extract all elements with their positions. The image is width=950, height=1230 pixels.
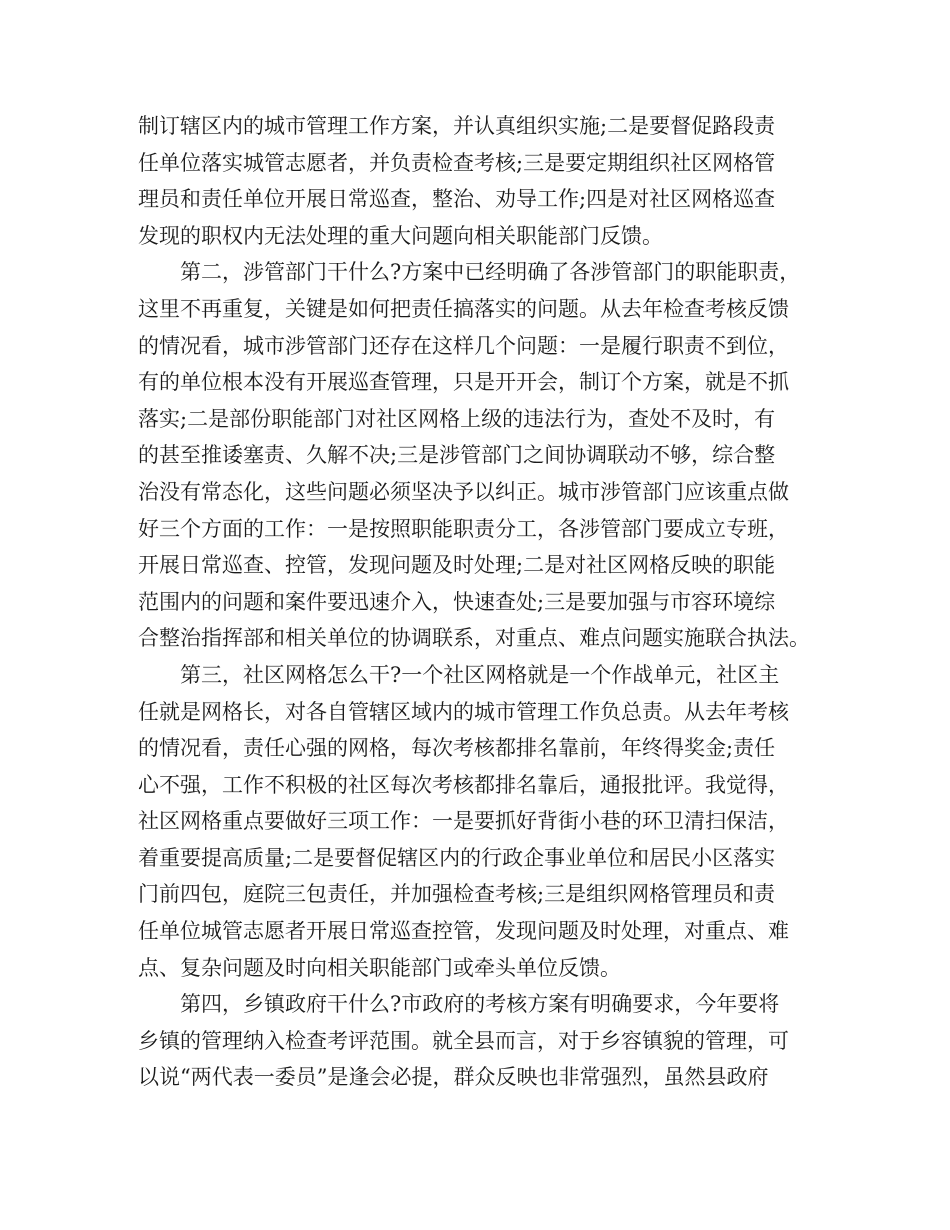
text-line: 任就是网格长，对各自管辖区域内的城市管理工作负总责。从去年考核	[138, 699, 789, 724]
text-line: 有的单位根本没有开展巡查管理，只是开开会，制订个方案，就是不抓	[138, 370, 789, 395]
text-line: 第四，乡镇政府干什么?市政府的考核方案有明确要求，今年要将	[180, 992, 780, 1017]
text-line: 心不强，工作不积极的社区每次考核都排名靠后，通报批评。我觉得，	[138, 772, 789, 797]
document-body	[138, 108, 838, 1096]
text-line: 发现的职权内无法处理的重大问题向相关职能部门反馈。	[138, 223, 663, 248]
text-line: 社区网格重点要做好三项工作：一是要抓好背街小巷的环卫清扫保洁，	[138, 809, 789, 834]
text-line: 的甚至推诿塞责、久解不决;三是涉管部门之间协调联动不够，综合整	[138, 443, 776, 468]
text-line: 着重要提高质量;二是要督促辖区内的行政企事业单位和居民小区落实	[138, 845, 776, 870]
text-line: 乡镇的管理纳入检查考评范围。就全县而言，对于乡容镇貌的管理，可	[138, 1028, 789, 1053]
text-line: 以说“两代表一委员”是逢会必提，群众反映也非常强烈，虽然县政府	[138, 1065, 769, 1090]
text-line: 任单位城管志愿者开展日常巡查控管，发现问题及时处理，对重点、难	[138, 919, 789, 944]
text-line: 制订辖区内的城市管理工作方案，并认真组织实施;二是要督促路段责	[138, 114, 776, 138]
paragraph	[138, 108, 838, 254]
text-line: 好三个方面的工作：一是按照职能职责分工，各涉管部门要成立专班，	[138, 516, 789, 541]
text-line: 第三，社区网格怎么干?一个社区网格就是一个作战单元，社区主	[180, 662, 780, 687]
text-line: 的情况看，城市涉管部门还存在这样几个问题：一是履行职责不到位，	[138, 333, 789, 358]
text-line: 落实;二是部份职能部门对社区网格上级的违法行为，查处不及时，有	[138, 406, 776, 431]
text-line: 范围内的问题和案件要迅速介入，快速查处;三是要加强与市容环境综	[138, 589, 776, 614]
paragraph	[138, 254, 838, 657]
text-line: 这里不再重复，关键是如何把责任搞落实的问题。从去年检查考核反馈	[138, 296, 789, 321]
paragraph	[138, 657, 838, 986]
text-line: 合整治指挥部和相关单位的协调联系，对重点、难点问题实施联合执法。	[138, 626, 810, 651]
text-line: 的情况看，责任心强的网格，每次考核都排名靠前，年终得奖金;责任	[138, 736, 776, 761]
text-line: 开展日常巡查、控管，发现问题及时处理;二是对社区网格反映的职能	[138, 553, 776, 578]
text-line: 第二，涉管部门干什么?方案中已经明确了各涉管部门的职能职责，	[180, 260, 801, 285]
text-line: 门前四包，庭院三包责任，并加强检查考核;三是组织网格管理员和责	[138, 882, 776, 907]
text-line: 点、复杂问题及时向相关职能部门或牵头单位反馈。	[138, 955, 621, 980]
paragraph	[138, 986, 838, 1096]
text-line: 任单位落实城管志愿者，并负责检查考核;三是要定期组织社区网格管	[138, 150, 776, 175]
text-line: 理员和责任单位开展日常巡查，整治、劝导工作;四是对社区网格巡查	[138, 187, 776, 212]
text-line: 治没有常态化，这些问题必须坚决予以纠正。城市涉管部门应该重点做	[138, 479, 789, 504]
